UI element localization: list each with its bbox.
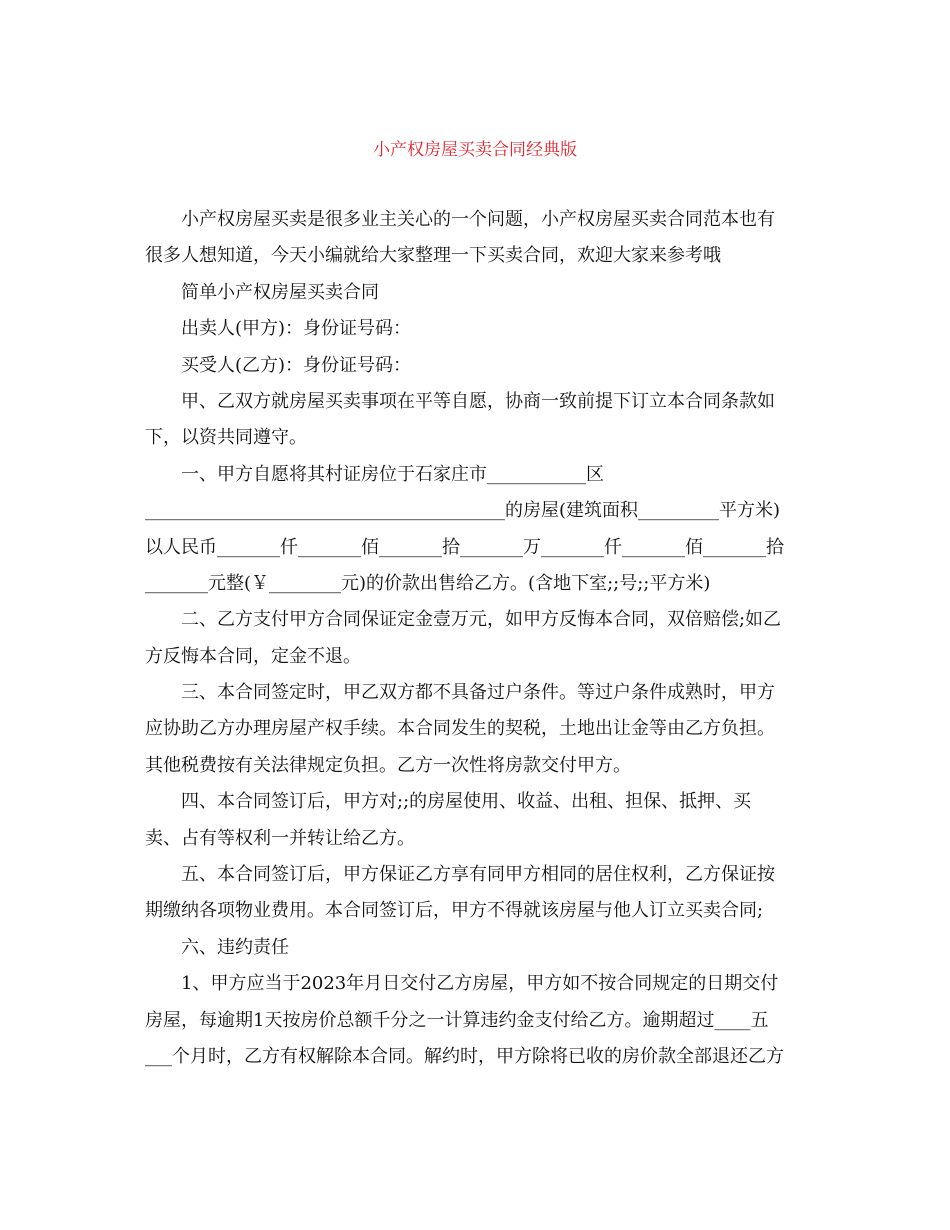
clause-3-line: 三、本合同签定时，甲乙双方都不具备过户条件。等过户条件成熟时，甲方 bbox=[181, 682, 775, 704]
clause-3-line: 其他税费按有关法律规定负担。乙方一次性将房款交付甲方。 bbox=[145, 754, 631, 776]
buyer-line: 买受人(乙方)：身份证号码： bbox=[181, 354, 412, 376]
clause-6-line: ___个月时，乙方有权解除本合同。解约时，甲方除将已收的房价款全部退还乙方 bbox=[145, 1045, 784, 1067]
clause-6-line: 1、甲方应当于2023年月日交付乙方房屋，甲方如不按合同规定的日期交付 bbox=[181, 973, 779, 995]
seller-line: 出卖人(甲方)：身份证号码： bbox=[181, 318, 412, 340]
clause-4-line: 卖、占有等权利一并转让给乙方。 bbox=[145, 827, 415, 849]
clause-4-line: 四、本合同签订后，甲方对;;的房屋使用、收益、出租、担保、抵押、买 bbox=[181, 791, 752, 813]
paragraph-line: 小产权房屋买卖是很多业主关心的一个问题，小产权房屋买卖合同范本也有 bbox=[181, 209, 775, 230]
clause-6-line: 房屋，每逾期1天按房价总额千分之一计算违约金支付给乙方。逾期超过____五 bbox=[145, 1009, 769, 1031]
clause-1-line: 以人民币_______仟_______佰_______拾_______万_______仟_______佰_______拾 bbox=[145, 536, 784, 558]
clause-2-line: 方反悔本合同，定金不退。 bbox=[145, 645, 361, 667]
clause-1-line: 一、甲方自愿将其村证房位于石家庄市___________区 bbox=[181, 463, 604, 485]
paragraph-line: 甲、乙双方就房屋买卖事项在平等自愿，协商一致前提下订立本合同条款如 bbox=[181, 390, 775, 412]
clause-2-line: 二、乙方支付甲方合同保证定金壹万元，如甲方反悔本合同，双倍赔偿;如乙 bbox=[181, 609, 782, 631]
section-heading: 简单小产权房屋买卖合同 bbox=[181, 281, 379, 303]
paragraph-line: 很多人想知道，今天小编就给大家整理一下买卖合同，欢迎大家来参考哦 bbox=[145, 245, 721, 267]
clause-1-line: _______元整(￥________元)的价款出售给乙方。(含地下室;;号;;平方米) bbox=[145, 572, 711, 594]
paragraph-line: 下，以资共同遵守。 bbox=[145, 427, 307, 449]
clause-5-line: 五、本合同签订后，甲方保证乙方享有同甲方相同的居住权利，乙方保证按 bbox=[181, 864, 775, 886]
clause-5-line: 期缴纳各项物业费用。本合同签订后，甲方不得就该房屋与他人订立买卖合同; bbox=[145, 900, 764, 922]
clause-6-heading: 六、违约责任 bbox=[181, 936, 289, 958]
clause-1-line: ________________________________________的房屋(建筑面积_________平方米) bbox=[145, 500, 781, 522]
document-title: 小产权房屋买卖合同经典版 bbox=[373, 140, 577, 160]
contract-body bbox=[145, 202, 805, 1075]
clause-3-line: 应协助乙方办理房屋产权手续。本合同发生的契税，土地出让金等由乙方负担。 bbox=[145, 718, 775, 740]
